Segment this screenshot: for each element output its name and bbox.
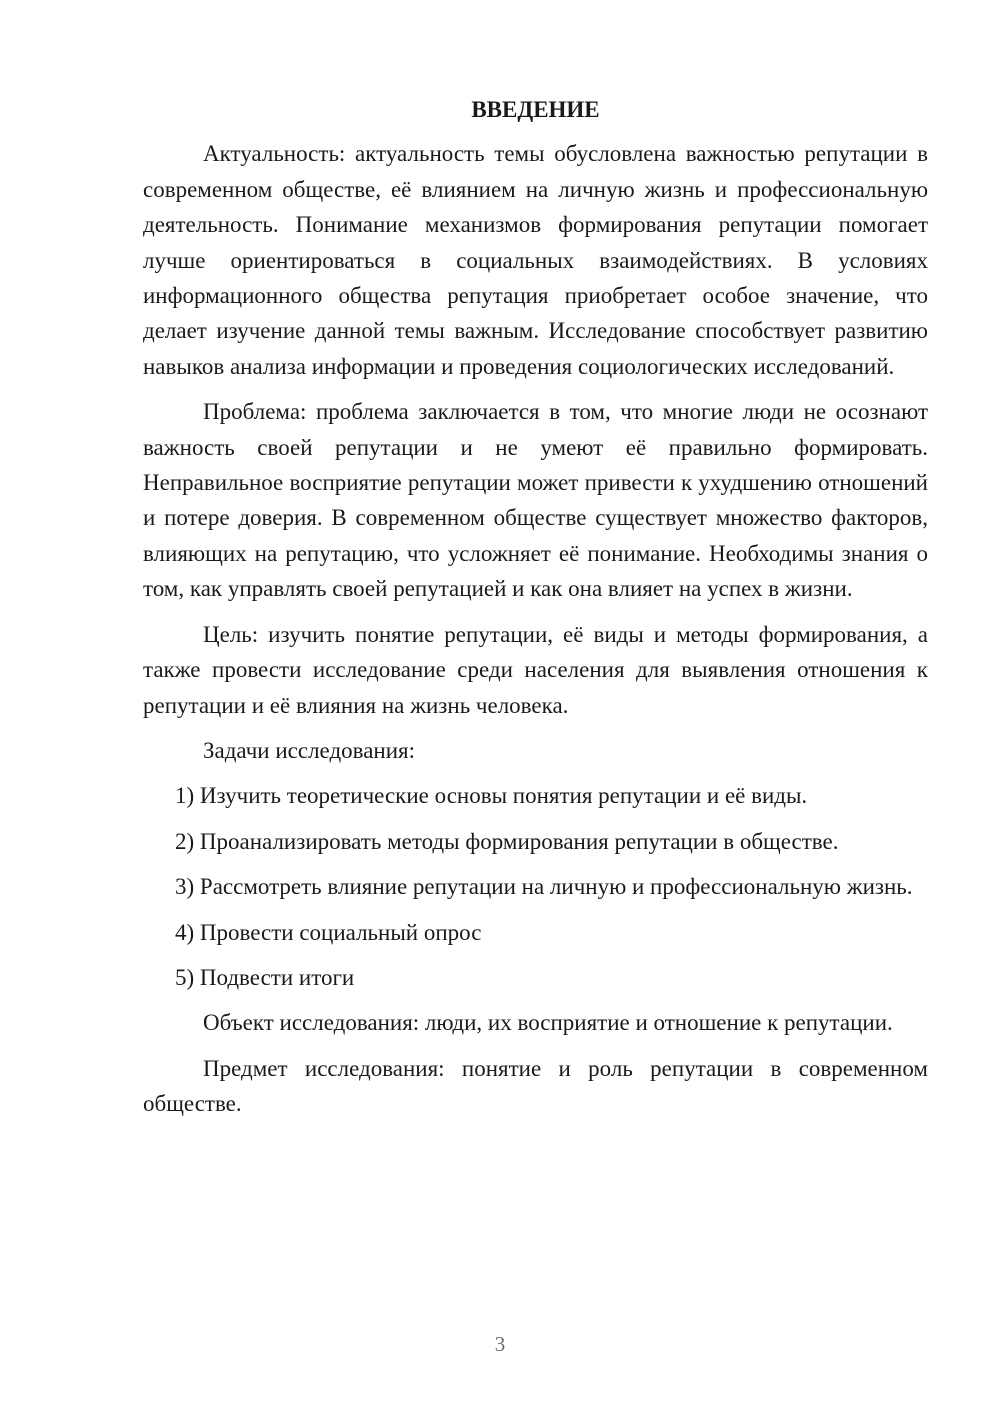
problem-paragraph: Проблема: проблема заключается в том, что многие люди не осознают важность своей репутации и не умеют её правильно формировать. Неправильное восприятие репутации может привести к ухудшению отношений и потере доверия. В современном обществе существует множество факторов, влияющих на репутацию, что усложняет её понимание. Необходимы знания о том, как управлять своей репутацией и как она влияет на успех в жизни. (143, 399, 928, 602)
task-item-5: 5) Подвести итоги (175, 964, 355, 990)
task-item-4: 4) Провести социальный опрос (175, 919, 482, 945)
subject-paragraph: Предмет исследования: понятие и роль репутации в современном обществе. (143, 1055, 928, 1117)
task-item-1: 1) Изучить теоретические основы понятия репутации и её виды. (175, 783, 808, 809)
relevance-paragraph: Актуальность: актуальность темы обусловлена важностью репутации в современном обществе, её влиянием на личную жизнь и профессиональную деятельность. Понимание механизмов формирования репутации помогает лучше ориентироваться в социальных взаимодействиях. В условиях информационного общества репутация приобретает особое значение, что делает изучение данной темы важным. Исследование способствует развитию навыков анализа информации и проведения социологических исследований. (143, 141, 928, 379)
object-paragraph: Объект исследования: люди, их восприятие и отношение к репутации. (203, 1010, 893, 1036)
task-item-3: 3) Рассмотреть влияние репутации на личную и профессиональную жизнь. (175, 874, 913, 900)
page-title: ВВЕДЕНИЕ (471, 97, 600, 122)
page-number: 3 (494, 1332, 506, 1356)
tasks-heading: Задачи исследования: (203, 737, 416, 763)
task-item-2: 2) Проанализировать методы формирования репутации в обществе. (175, 828, 839, 854)
goal-paragraph: Цель: изучить понятие репутации, её виды и методы формирования, а также провести исследование среди населения для выявления отношения к репутации и её влияния на жизнь человека. (143, 621, 928, 718)
page-body (143, 92, 928, 1132)
